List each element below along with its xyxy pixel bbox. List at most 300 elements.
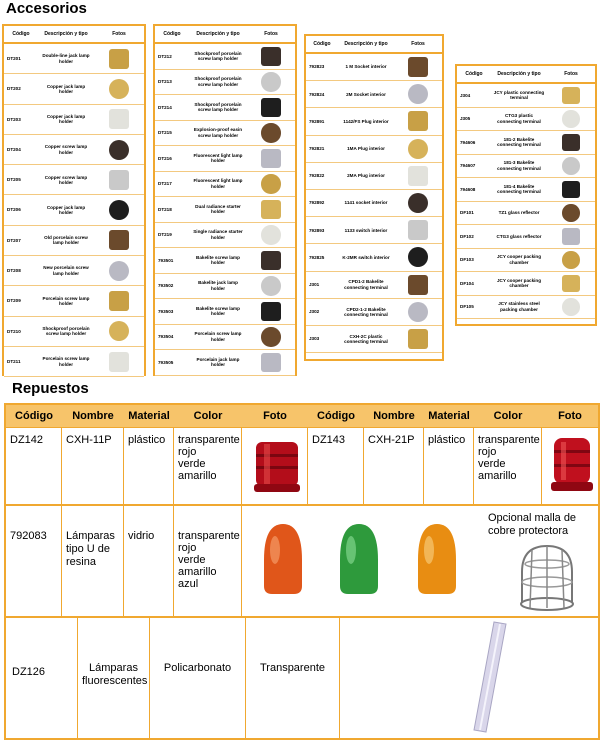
accessory-row [4, 286, 144, 316]
accessory-description: Porcelain jack lamp holder [196, 356, 240, 368]
accessory-code: 794606 [460, 139, 476, 145]
name-cell [62, 428, 124, 504]
accessory-photo [94, 261, 144, 281]
accessory-photo [94, 49, 144, 69]
accessory-photo [94, 79, 144, 99]
accessory-row [155, 274, 295, 300]
accessory-code: DT213 [158, 79, 172, 85]
header-descripcion: Descripción y tipo [497, 71, 541, 77]
product-photo-image [408, 57, 428, 77]
accessory-row [306, 217, 442, 244]
accessory-row [4, 44, 144, 74]
accessory-row [155, 223, 295, 249]
accessory-row [457, 225, 595, 249]
product-photo-image [109, 49, 129, 69]
accessory-description: Explosion-proof easin screw lamp holder [193, 127, 243, 138]
accessory-description: Porcelain screw lamp holder [194, 331, 242, 342]
accessory-description: Copper jack lamp holder [46, 83, 86, 94]
wire-mesh-guard-image [512, 542, 582, 614]
product-photo-image [408, 220, 428, 240]
accessory-code: DT216 [158, 155, 172, 161]
product-photo-image [562, 87, 580, 105]
material-cell [124, 428, 174, 504]
accessory-row [306, 108, 442, 135]
code-792083: 792083 [10, 530, 47, 542]
accessory-description: Porcelain screw lamp holder [42, 295, 90, 307]
accessory-code: DT214 [158, 104, 172, 110]
accessory-code: DT208 [7, 268, 21, 274]
accessory-row [4, 195, 144, 225]
product-photo-image [261, 251, 281, 271]
accessory-description: JCY stainless steel packing chamber [498, 301, 540, 312]
accessory-code: J305 [460, 116, 471, 122]
accessory-photo [394, 329, 442, 349]
header-foto-2: Foto [558, 410, 582, 422]
code-dz143: DZ143 [312, 434, 346, 446]
header-descripcion: Descripción y tipo [196, 31, 240, 37]
accessory-photo [394, 84, 442, 104]
accessory-row [155, 44, 295, 70]
accessory-code: DT204 [7, 146, 21, 152]
accessory-code: 793502 [158, 283, 174, 289]
product-photo-image [261, 123, 281, 143]
header-codigo: Código [12, 31, 30, 37]
accessory-table-2 [153, 24, 297, 376]
accessory-photo [94, 230, 144, 250]
name-cell [364, 428, 424, 504]
product-photo-image [109, 352, 129, 372]
accessory-table-3 [304, 34, 444, 361]
accessory-photo [94, 140, 144, 160]
accessory-description: New porcelain screw lamp holder [43, 265, 89, 276]
product-photo-image [109, 79, 129, 99]
accessory-description: Double-line jack lamp holder [42, 53, 90, 64]
product-photo-image [261, 47, 281, 67]
accessory-row [457, 108, 595, 132]
accessory-code: J302 [309, 309, 320, 315]
accessory-row [306, 190, 442, 217]
accessory-description: Bakelite screw lamp holder [196, 305, 240, 317]
product-photo-image [408, 329, 428, 349]
product-photo-image [408, 139, 428, 159]
product-photo-image [261, 98, 281, 118]
product-photo-image [261, 276, 281, 296]
accessory-description: Bakelite jack lamp holder [198, 280, 238, 291]
accessory-photo [247, 47, 295, 67]
accessory-code: DF101 [460, 210, 474, 216]
accessory-table-header [4, 26, 144, 44]
accessory-code: 792821 [309, 146, 325, 152]
product-photo-image [109, 170, 129, 190]
accessory-photo [547, 134, 595, 152]
accessory-description: Fluorescent light lamp holder [193, 152, 243, 164]
material-vidrio: vidrio [128, 530, 155, 542]
accessory-photo [94, 321, 144, 341]
header-nombre-1: Nombre [72, 410, 114, 422]
accessory-code: DF105 [460, 304, 474, 310]
foto-area-row3 [340, 618, 598, 738]
header-fotos: Fotos [564, 71, 578, 77]
accessory-table-header [155, 26, 295, 44]
red-lamp-cover-image-2 [548, 434, 596, 496]
accessory-code: DT205 [7, 177, 21, 183]
repuesto-row-1 [6, 428, 598, 506]
accessory-code: DT203 [7, 116, 21, 122]
accessory-description: 181-3 Bakelite connecting terminal [497, 160, 541, 171]
accessory-photo [94, 200, 144, 220]
accessory-code: 792824 [309, 91, 325, 97]
product-photo-image [109, 200, 129, 220]
accessory-photo [394, 111, 442, 131]
accessory-photo [394, 220, 442, 240]
material-cell [424, 428, 474, 504]
green-glass-globe-image [334, 520, 384, 600]
product-photo-image [562, 251, 580, 269]
product-photo-image [261, 200, 281, 220]
accessory-row [155, 121, 295, 147]
accessory-photo [94, 170, 144, 190]
material-policarbonato: Policarbonato [163, 662, 232, 674]
product-photo-image [562, 157, 580, 175]
mesh-note: Opcional malla de cobre protectora [488, 512, 577, 537]
accessory-description: TZ1 glass reflector [498, 210, 540, 216]
header-color-1: Color [193, 410, 223, 422]
accessory-photo [547, 110, 595, 128]
product-photo-image [562, 204, 580, 222]
accessory-code: 793504 [158, 334, 174, 340]
product-photo-image [109, 140, 129, 160]
header-material-1: Material [128, 410, 170, 422]
accessory-description: 1141 socket interior [344, 200, 388, 206]
accessory-row [155, 70, 295, 96]
accessory-row [155, 248, 295, 274]
accessory-row [4, 317, 144, 347]
accessory-code: 792893 [309, 227, 325, 233]
accessory-photo [247, 149, 295, 169]
accessory-description: CTG3 glass reflector [496, 233, 542, 239]
product-photo-image [109, 109, 129, 129]
product-photo-image [562, 110, 580, 128]
product-photo-image [408, 166, 428, 186]
accessory-photo [247, 123, 295, 143]
accessory-code: DT202 [7, 86, 21, 92]
accessory-code: DT211 [7, 358, 21, 364]
accessory-code: DT215 [158, 130, 172, 136]
accessory-photo [547, 181, 595, 199]
accessory-description: K-2MR switch interior [342, 254, 390, 260]
material-cell [150, 618, 246, 738]
product-photo-image [261, 149, 281, 169]
accessory-table-header [306, 36, 442, 54]
accessory-code: J304 [460, 92, 471, 98]
header-descripcion: Descripción y tipo [44, 31, 88, 37]
accessory-description: Fluorescent light lamp holder [193, 178, 243, 189]
color-transparente: Transparente [259, 662, 326, 674]
accessory-description: 1MA Plug interior [347, 146, 385, 152]
code-dz126: DZ126 [12, 666, 46, 678]
product-photo-image [562, 134, 580, 152]
header-codigo-1: Código [15, 410, 53, 422]
color-cell [474, 428, 542, 504]
color-cell [174, 428, 242, 504]
accessory-row [155, 350, 295, 376]
header-descripcion: Descripción y tipo [344, 41, 388, 47]
header-material-2: Material [428, 410, 470, 422]
accessory-description: 2M Socket interior [346, 91, 386, 97]
accessory-photo [247, 72, 295, 92]
accessory-photo [394, 275, 442, 295]
accessory-description: Copper jack lamp holder [46, 204, 86, 216]
yellow-glass-globe-image [412, 520, 462, 600]
accessory-code: DT218 [158, 206, 172, 212]
accessory-row [457, 84, 595, 108]
accessory-code: 794607 [460, 163, 476, 169]
accessory-row [155, 197, 295, 223]
accessory-row [4, 105, 144, 135]
accessory-row [457, 178, 595, 202]
accessory-description: Shockproof porcelain screw lamp holder [194, 101, 242, 113]
product-photo-image [408, 193, 428, 213]
accessory-photo [94, 352, 144, 372]
product-photo-image [562, 275, 580, 293]
color-list-2: transparente rojo verde amarillo [478, 434, 540, 482]
accessory-description: Shockproof porcelain screw lamp holder [42, 326, 90, 337]
accessory-row [4, 135, 144, 165]
accessory-code: 794608 [460, 186, 476, 192]
accessory-photo [547, 251, 595, 269]
fluorescent-tube-cover-image [456, 620, 516, 736]
name-cxh21p: CXH-21P [368, 434, 415, 446]
accessory-photo [547, 87, 595, 105]
code-cell [6, 618, 78, 738]
accessory-description: Copper screw lamp holder [44, 144, 88, 155]
accessory-table-4 [455, 64, 597, 326]
accessory-row [306, 136, 442, 163]
accessory-code: DT206 [7, 207, 21, 213]
accessory-description: Bakelite screw lamp holder [196, 254, 240, 266]
foto-area-row2 [242, 506, 598, 616]
color-cell [174, 506, 242, 616]
product-photo-image [408, 111, 428, 131]
accessory-description: Old porcelain screw lamp holder [44, 235, 88, 246]
accessory-description: JCY cooper packing chamber [496, 277, 542, 289]
accessory-code: DT209 [7, 298, 21, 304]
accessory-code: DF103 [460, 257, 474, 263]
accessory-code: DT212 [158, 53, 172, 59]
accessory-row [4, 256, 144, 286]
accessory-row [306, 272, 442, 299]
repuesto-row-3 [6, 618, 598, 738]
header-codigo: Código [163, 31, 181, 37]
header-foto-1: Foto [263, 410, 287, 422]
accessory-photo [247, 225, 295, 245]
repuestos-header [6, 405, 598, 428]
accessory-photo [394, 247, 442, 267]
accessory-photo [547, 228, 595, 246]
product-photo-image [562, 181, 580, 199]
accessory-code: DT210 [7, 328, 21, 334]
accessory-description: 181-2 Bakelite connecting terminal [497, 136, 541, 148]
accessory-description: 1142/FS Plug interior [343, 118, 389, 124]
accessory-photo [247, 98, 295, 118]
product-photo-image [408, 302, 428, 322]
accessory-row [155, 95, 295, 121]
header-codigo: Código [465, 71, 483, 77]
accessory-code: DT217 [158, 181, 172, 187]
code-cell [6, 428, 62, 504]
accessory-description: CPD2-1-2 Bakelite connecting terminal [344, 306, 388, 317]
name-cell [78, 618, 150, 738]
product-photo-image [562, 298, 580, 316]
material-plastico-1: plástico [128, 434, 166, 446]
accessory-photo [394, 57, 442, 77]
accessory-row [457, 272, 595, 296]
repuestos-title: Repuestos [12, 380, 89, 397]
product-photo-image [261, 327, 281, 347]
accessory-code: J303 [309, 336, 320, 342]
header-fotos: Fotos [112, 31, 126, 37]
accessory-description: CXH-2C plastic connecting terminal [344, 333, 388, 344]
accessory-description: JCY plastic connecting terminal [493, 89, 545, 101]
accessory-description: Single radiance starter holder [193, 229, 243, 240]
accessory-code: J301 [309, 281, 320, 287]
repuestos-table [4, 403, 600, 740]
accessory-row [155, 299, 295, 325]
product-photo-image [109, 291, 129, 311]
accessory-code: 792823 [309, 64, 325, 70]
header-fotos: Fotos [411, 41, 425, 47]
accessory-photo [247, 353, 295, 373]
accessory-description: CTG3 plastic connecting terminal [497, 113, 541, 124]
accessory-table-header [457, 66, 595, 84]
accesorios-title: Accesorios [6, 0, 87, 17]
product-photo-image [408, 247, 428, 267]
accessory-description: Copper jack lamp holder [46, 113, 86, 125]
accessory-description: 1133 switch interior [344, 227, 388, 233]
accessory-row [306, 244, 442, 271]
accessory-row [306, 326, 442, 353]
accessory-row [4, 74, 144, 104]
product-photo-image [261, 174, 281, 194]
accessory-code: 792891 [309, 118, 325, 124]
accessory-code: 793501 [158, 257, 174, 263]
accessory-row [457, 296, 595, 320]
accessory-photo [547, 157, 595, 175]
orange-glass-globe-image [258, 520, 308, 600]
accessory-row [306, 54, 442, 81]
foto-cell [242, 428, 308, 504]
accessory-code: 793505 [158, 359, 174, 365]
name-cell [62, 506, 124, 616]
accessory-code: 793503 [158, 308, 174, 314]
accessory-description: Dual radiance starter holder [195, 203, 241, 215]
material-cell [124, 506, 174, 616]
accessory-description: 2MA Plug interior [347, 173, 385, 179]
accessory-code: 792825 [309, 254, 325, 260]
color-cell [246, 618, 340, 738]
code-cell [6, 506, 62, 616]
product-photo-image [109, 321, 129, 341]
repuesto-row-2 [6, 506, 598, 618]
accessory-row [4, 347, 144, 377]
header-codigo-2: Código [317, 410, 355, 422]
accessory-code: DT207 [7, 237, 21, 243]
accessory-table-1 [2, 24, 146, 376]
accessory-row [457, 131, 595, 155]
accessory-photo [394, 193, 442, 213]
accessory-description: JCY cooper packing chamber [496, 254, 542, 265]
accessory-description: Porcelain screw lamp holder [42, 356, 90, 367]
accessory-row [4, 226, 144, 256]
name-fluorescentes: Lámparas fluorescentes [82, 662, 148, 687]
name-lamparas-u: Lámparas tipo U de resina [66, 530, 115, 568]
accessory-row [4, 165, 144, 195]
accessory-row [306, 299, 442, 326]
accessory-row [155, 325, 295, 351]
accessory-photo [94, 109, 144, 129]
product-photo-image [562, 228, 580, 246]
accessory-description: CPD1-2 Bakelite connecting terminal [344, 279, 388, 290]
accessory-row [155, 172, 295, 198]
red-lamp-cover-image [252, 436, 302, 496]
accessory-photo [247, 327, 295, 347]
accessory-code: 792892 [309, 200, 325, 206]
accessory-photo [247, 200, 295, 220]
code-cell [308, 428, 364, 504]
product-photo-image [408, 275, 428, 295]
accessory-photo [247, 251, 295, 271]
accessory-row [306, 81, 442, 108]
accessory-description: Shockproof porcelain screw lamp holder [194, 50, 242, 62]
accessory-row [457, 249, 595, 273]
product-photo-image [261, 225, 281, 245]
accessory-photo [394, 139, 442, 159]
product-photo-image [109, 230, 129, 250]
accessory-photo [547, 298, 595, 316]
name-cxh11p: CXH-11P [66, 434, 112, 446]
product-photo-image [261, 302, 281, 322]
header-codigo: Código [313, 41, 331, 47]
header-nombre-2: Nombre [373, 410, 415, 422]
accessory-photo [547, 204, 595, 222]
accessory-code: 792822 [309, 173, 325, 179]
accessory-row [306, 163, 442, 190]
product-photo-image [261, 353, 281, 373]
accessory-description: 1 M Socket interior [345, 64, 387, 70]
accessory-row [457, 155, 595, 179]
accessory-code: DT219 [158, 232, 172, 238]
accessory-photo [247, 276, 295, 296]
accessory-code: DF102 [460, 233, 474, 239]
color-list-1: transparente rojo verde amarillo [178, 434, 240, 482]
accessory-description: 181-4 Bakelite connecting terminal [497, 183, 541, 195]
material-plastico-2: plástico [428, 434, 466, 446]
header-color-2: Color [493, 410, 523, 422]
header-fotos: Fotos [264, 31, 278, 37]
accessory-code: DT201 [7, 56, 21, 61]
accessory-description: Shockproof porcelain screw lamp holder [194, 76, 242, 87]
code-dz142: DZ142 [10, 434, 44, 446]
product-photo-image [408, 84, 428, 104]
accessory-photo [394, 302, 442, 322]
accessory-description: Copper screw lamp holder [44, 174, 88, 185]
accessory-code: DF104 [460, 280, 474, 286]
foto-cell [542, 428, 598, 504]
accessory-photo [247, 302, 295, 322]
accessory-photo [547, 275, 595, 293]
accessory-photo [94, 291, 144, 311]
product-photo-image [109, 261, 129, 281]
